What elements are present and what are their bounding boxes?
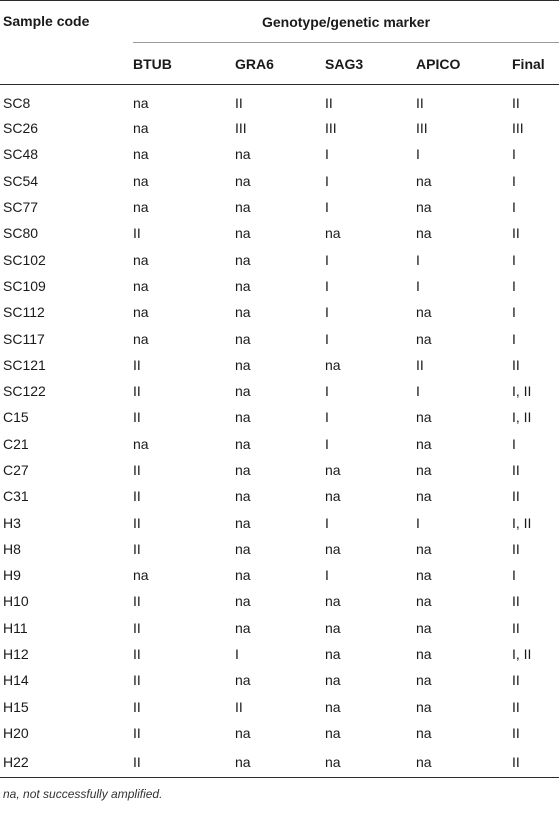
cell-apico: na xyxy=(416,304,432,321)
column-header-sag3: SAG3 xyxy=(325,43,416,85)
cell-sag3: na xyxy=(325,724,341,741)
cell-final: III xyxy=(512,120,524,137)
cell-sag3: II xyxy=(325,95,333,111)
cell-btub: II xyxy=(133,225,141,242)
cell-gra6: na xyxy=(235,619,251,636)
table-row xyxy=(0,720,559,746)
cell-sag3: I xyxy=(325,146,329,163)
cell-btub: na xyxy=(133,146,149,163)
cell-final: II xyxy=(512,746,559,778)
cell-final: I, II xyxy=(512,514,532,531)
table-row xyxy=(0,562,559,588)
cell-apico: I xyxy=(416,383,420,400)
table-row xyxy=(0,588,559,614)
cell-apico: na xyxy=(416,646,432,663)
table-row xyxy=(0,246,559,272)
cell-sample-code: H11 xyxy=(3,619,28,636)
cell-sample-code: C27 xyxy=(3,462,29,478)
table-row xyxy=(0,615,559,641)
cell-sample-code: SC121 xyxy=(3,356,46,373)
cell-btub: na xyxy=(133,435,149,452)
cell-apico: na xyxy=(416,724,432,741)
cell-sag3: na xyxy=(325,593,341,610)
table-row xyxy=(0,404,559,430)
cell-sample-code: SC102 xyxy=(3,251,46,268)
cell-gra6: na xyxy=(235,225,251,242)
header-row-primary xyxy=(0,1,559,43)
cell-sample-code: H14 xyxy=(3,672,29,689)
cell-btub: II xyxy=(133,409,141,426)
cell-sample-code: C15 xyxy=(3,409,29,426)
cell-apico: na xyxy=(416,488,432,505)
cell-sag3: I xyxy=(325,304,329,321)
cell-apico: na xyxy=(416,746,512,778)
cell-gra6: na xyxy=(235,146,251,163)
cell-apico: na xyxy=(416,225,432,242)
cell-gra6: III xyxy=(235,120,247,137)
cell-sag3: I xyxy=(325,251,329,268)
cell-sample-code: H8 xyxy=(3,540,21,557)
cell-btub: II xyxy=(133,672,141,689)
cell-btub: II xyxy=(133,724,141,741)
cell-sag3: na xyxy=(325,646,341,663)
cell-final: I xyxy=(512,146,516,163)
cell-btub: II xyxy=(133,488,141,505)
cell-sample-code: SC8 xyxy=(3,95,31,111)
table-row xyxy=(0,667,559,693)
cell-btub: na xyxy=(133,251,149,268)
cell-final: II xyxy=(512,540,520,557)
cell-gra6: II xyxy=(235,698,243,715)
cell-apico: I xyxy=(416,277,420,294)
cell-sample-code: H15 xyxy=(3,698,29,715)
cell-sag3: na xyxy=(325,698,341,715)
cell-apico: II xyxy=(416,95,424,111)
cell-final: II xyxy=(512,672,520,689)
table-body xyxy=(0,85,559,778)
cell-final: II xyxy=(512,593,520,610)
table-row xyxy=(0,220,559,246)
cell-apico: na xyxy=(416,172,432,189)
table-row xyxy=(0,194,559,220)
cell-final: II xyxy=(512,488,520,505)
cell-btub: na xyxy=(133,199,149,216)
cell-btub: II xyxy=(133,619,141,636)
cell-btub: na xyxy=(133,567,149,584)
cell-btub: na xyxy=(133,95,149,111)
cell-apico: I xyxy=(416,251,420,268)
table-row xyxy=(0,378,559,404)
table-row xyxy=(0,641,559,667)
cell-gra6: na xyxy=(235,593,251,610)
table-row xyxy=(0,352,559,378)
cell-apico: na xyxy=(416,593,432,610)
cell-sag3: na xyxy=(325,746,416,778)
cell-final: I xyxy=(512,567,516,584)
cell-apico: na xyxy=(416,672,432,689)
cell-gra6: na xyxy=(235,488,251,505)
cell-sample-code: SC112 xyxy=(3,304,45,321)
cell-apico: na xyxy=(416,199,432,216)
cell-sample-code: SC109 xyxy=(3,277,46,294)
cell-sag3: na xyxy=(325,540,341,557)
cell-gra6: na xyxy=(235,724,251,741)
cell-gra6: na xyxy=(235,540,251,557)
cell-btub: II xyxy=(133,383,141,400)
cell-sag3: na xyxy=(325,462,341,478)
cell-sag3: I xyxy=(325,383,329,400)
cell-btub: na xyxy=(133,277,149,294)
cell-btub: II xyxy=(133,646,141,663)
cell-sag3: I xyxy=(325,199,329,216)
table-row xyxy=(0,85,559,116)
cell-final: I xyxy=(512,251,516,268)
header-genotype-group: Genotype/genetic marker xyxy=(133,1,559,43)
table-row xyxy=(0,431,559,457)
table-row xyxy=(0,536,559,562)
header-sample-code: Sample code xyxy=(0,1,133,85)
cell-gra6: na xyxy=(235,409,251,426)
cell-gra6: na xyxy=(235,251,251,268)
cell-sag3: I xyxy=(325,172,329,189)
table-row xyxy=(0,168,559,194)
cell-final: II xyxy=(512,225,520,242)
cell-sample-code: SC54 xyxy=(3,172,39,189)
cell-final: I xyxy=(512,277,516,294)
table-row xyxy=(0,509,559,535)
cell-sag3: na xyxy=(325,356,341,373)
cell-final: I xyxy=(512,199,516,216)
cell-final: I xyxy=(512,172,516,189)
cell-sample-code: C31 xyxy=(3,488,29,505)
cell-sample-code: SC48 xyxy=(3,146,39,163)
column-header-apico: APICO xyxy=(416,43,512,85)
cell-final: II xyxy=(512,462,520,478)
column-header-gra6: GRA6 xyxy=(235,43,325,85)
cell-sample-code: H20 xyxy=(3,724,29,741)
cell-sag3: na xyxy=(325,672,341,689)
cell-gra6: na xyxy=(235,277,251,294)
cell-gra6: na xyxy=(235,567,251,584)
cell-sample-code: H12 xyxy=(3,646,29,663)
cell-gra6: II xyxy=(235,95,243,111)
cell-sample-code: H9 xyxy=(3,567,21,584)
cell-sag3: na xyxy=(325,488,341,505)
cell-btub: II xyxy=(133,698,141,715)
table-row xyxy=(0,694,559,720)
cell-final: II xyxy=(512,698,520,715)
cell-btub: II xyxy=(133,514,141,531)
cell-final: I xyxy=(512,304,516,321)
cell-btub: na xyxy=(133,172,149,189)
table-row xyxy=(0,325,559,351)
cell-sag3: I xyxy=(325,409,329,426)
cell-gra6: na xyxy=(235,199,251,216)
column-header-final: Final xyxy=(512,43,559,85)
cell-gra6: na xyxy=(235,462,251,478)
table-row xyxy=(0,483,559,509)
cell-apico: I xyxy=(416,146,420,163)
column-header-btub: BTUB xyxy=(133,43,235,85)
cell-btub: II xyxy=(133,462,141,478)
cell-sag3: I xyxy=(325,567,329,584)
cell-gra6: na xyxy=(235,356,251,373)
cell-gra6: I xyxy=(235,646,239,663)
cell-btub: II xyxy=(133,593,141,610)
cell-gra6: na xyxy=(235,330,251,347)
cell-sample-code: SC26 xyxy=(3,120,39,137)
cell-final: I xyxy=(512,435,516,452)
table-row xyxy=(0,141,559,167)
cell-sample-code: SC117 xyxy=(3,330,45,347)
cell-sag3: I xyxy=(325,330,329,347)
cell-btub: na xyxy=(133,330,149,347)
cell-btub: na xyxy=(133,304,149,321)
cell-apico: III xyxy=(416,120,428,137)
cell-final: II xyxy=(512,724,520,741)
table-row xyxy=(0,273,559,299)
cell-final: I xyxy=(512,330,516,347)
cell-apico: na xyxy=(416,462,432,478)
table-row xyxy=(0,457,559,483)
cell-final: I, II xyxy=(512,383,532,400)
cell-sample-code: SC80 xyxy=(3,225,39,242)
cell-btub: II xyxy=(133,746,235,778)
cell-sag3: na xyxy=(325,225,341,242)
table-row xyxy=(0,746,559,778)
cell-sample-code: SC77 xyxy=(3,199,39,216)
table-footnote: na, not successfully amplified. xyxy=(3,787,163,801)
cell-gra6: na xyxy=(235,746,325,778)
table-row xyxy=(0,115,559,141)
cell-btub: II xyxy=(133,540,141,557)
cell-sample-code: H3 xyxy=(3,514,21,531)
cell-apico: na xyxy=(416,435,432,452)
cell-final: II xyxy=(512,619,520,636)
cell-final: I, II xyxy=(512,646,532,663)
cell-apico: na xyxy=(416,619,432,636)
table-row xyxy=(0,299,559,325)
cell-sag3: na xyxy=(325,619,341,636)
cell-apico: na xyxy=(416,409,432,426)
cell-apico: na xyxy=(416,540,432,557)
cell-sag3: I xyxy=(325,514,329,531)
cell-apico: I xyxy=(416,514,420,531)
cell-gra6: na xyxy=(235,172,251,189)
cell-sample-code: C21 xyxy=(3,435,29,452)
cell-apico: II xyxy=(416,356,424,373)
cell-gra6: na xyxy=(235,435,251,452)
cell-sag3: I xyxy=(325,435,329,452)
cell-gra6: na xyxy=(235,383,251,400)
cell-sag3: III xyxy=(325,120,337,137)
cell-sag3: I xyxy=(325,277,329,294)
cell-final: II xyxy=(512,356,520,373)
cell-apico: na xyxy=(416,698,432,715)
cell-gra6: na xyxy=(235,514,251,531)
cell-btub: II xyxy=(133,356,141,373)
cell-final: II xyxy=(512,95,520,111)
cell-apico: na xyxy=(416,330,432,347)
cell-apico: na xyxy=(416,567,432,584)
cell-final: I, II xyxy=(512,409,532,426)
cell-gra6: na xyxy=(235,304,251,321)
cell-btub: na xyxy=(133,120,149,137)
cell-gra6: na xyxy=(235,672,251,689)
cell-sample-code: SC122 xyxy=(3,383,46,400)
cell-sample-code: H22 xyxy=(0,746,133,778)
cell-sample-code: H10 xyxy=(3,593,29,610)
